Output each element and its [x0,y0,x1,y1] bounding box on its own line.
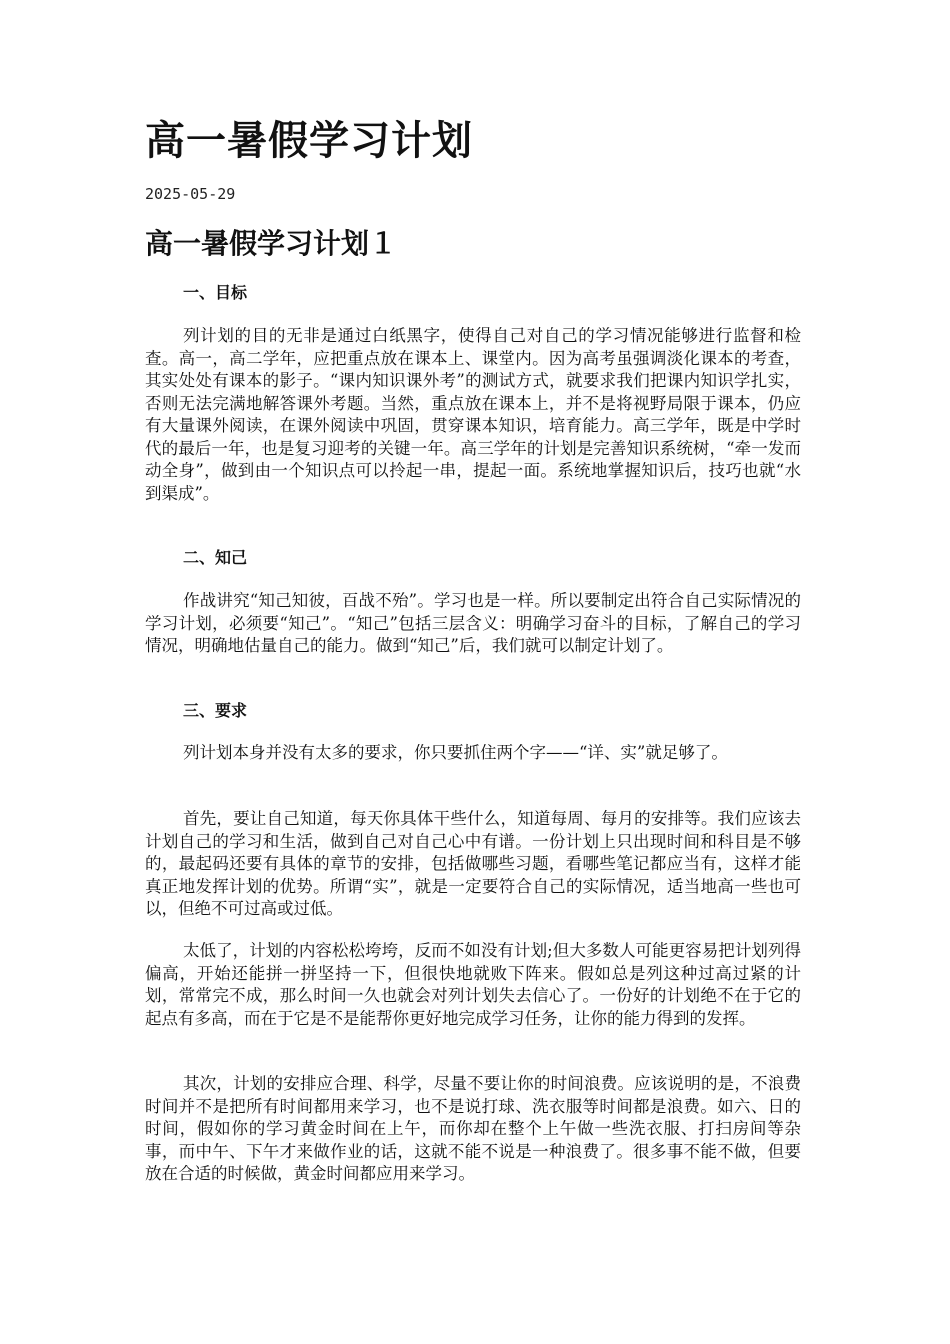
heading-know-self: 二、知己 [183,548,248,567]
document-date: 2025-05-29 [145,185,236,203]
heading-goal: 一、目标 [183,283,248,302]
section-title: 高一暑假学习计划１ [145,227,398,260]
paragraph-second-point: 其次，计划的安排应合理、科学，尽量不要让你的时间浪费。应该说明的是，不浪费时间并不是把所有时间都用来学习，也不是说打球、洗衣服等时间都是浪费。如六、日的时间，假如你的学习黄金时间在上午，而你却在整个上午做一些洗衣服、打扫房间等杂事，而中午、下午才来做作业的话，这就不能不说是一种浪费了。很多事不能不做，但要放在合适的时候做，黄金时间都应用来学习。 [145,1074,801,1183]
document-title: 高一暑假学习计划 [145,117,473,164]
paragraph-goal: 列计划的目的无非是通过白纸黑字，使得自己对自己的学习情况能够进行监督和检查。高一，高二学年，应把重点放在课本上、课堂内。因为高考虽强调淡化课本的考查，其实处处有课本的影子。“课内知识课外考”的测试方式，就要求我们把课内知识学扎实，否则无法完满地解答课外考题。当然，重点放在课本上，并不是将视野局限于课本，仍应有大量课外阅读，在课外阅读中巩固，贯穿课本知识，培育能力。高三学年，既是中学时代的最后一年，也是复习迎考的关键一年。高三学年的计划是完善知识系统树，“牵一发而动全身”，做到由一个知识点可以拎起一串，提起一面。系统地掌握知识后，技巧也就“水到渠成”。 [145,326,801,503]
paragraph-know-self: 作战讲究“知己知彼，百战不殆”。学习也是一样。所以要制定出符合自己实际情况的学习计划，必须要“知己”。“知己”包括三层含义：明确学习奋斗的目标，了解自己的学习情况，明确地估量自己的能力。做到“知己”后，我们就可以制定计划了。 [145,591,801,655]
paragraph-first-point: 首先，要让自己知道，每天你具体干些什么，知道每周、每月的安排等。我们应该去计划自己的学习和生活，做到自己对自己心中有谱。一份计划上只出现时间和科目是不够的，最起码还要有具体的章节的安排，包括做哪些习题，看哪些笔记都应当有，这样才能真正地发挥计划的优势。所谓“实”，就是一定要符合自己的实际情况，适当地高一些也可以，但绝不可过高或过低。 [145,809,801,918]
paragraph-requirements-intro: 列计划本身并没有太多的要求，你只要抓住两个字——“详、实”就足够了。 [183,743,728,762]
paragraph-too-low: 太低了，计划的内容松松垮垮，反而不如没有计划;但大多数人可能更容易把计划列得偏高，开始还能拼一拼坚持一下，但很快地就败下阵来。假如总是列这种过高过紧的计划，常常完不成，那么时间一久也就会对列计划失去信心了。一份好的计划绝不在于它的起点有多高，而在于它是不是能帮你更好地完成学习任务，让你的能力得到的发挥。 [145,941,801,1028]
heading-requirements: 三、要求 [183,701,248,720]
